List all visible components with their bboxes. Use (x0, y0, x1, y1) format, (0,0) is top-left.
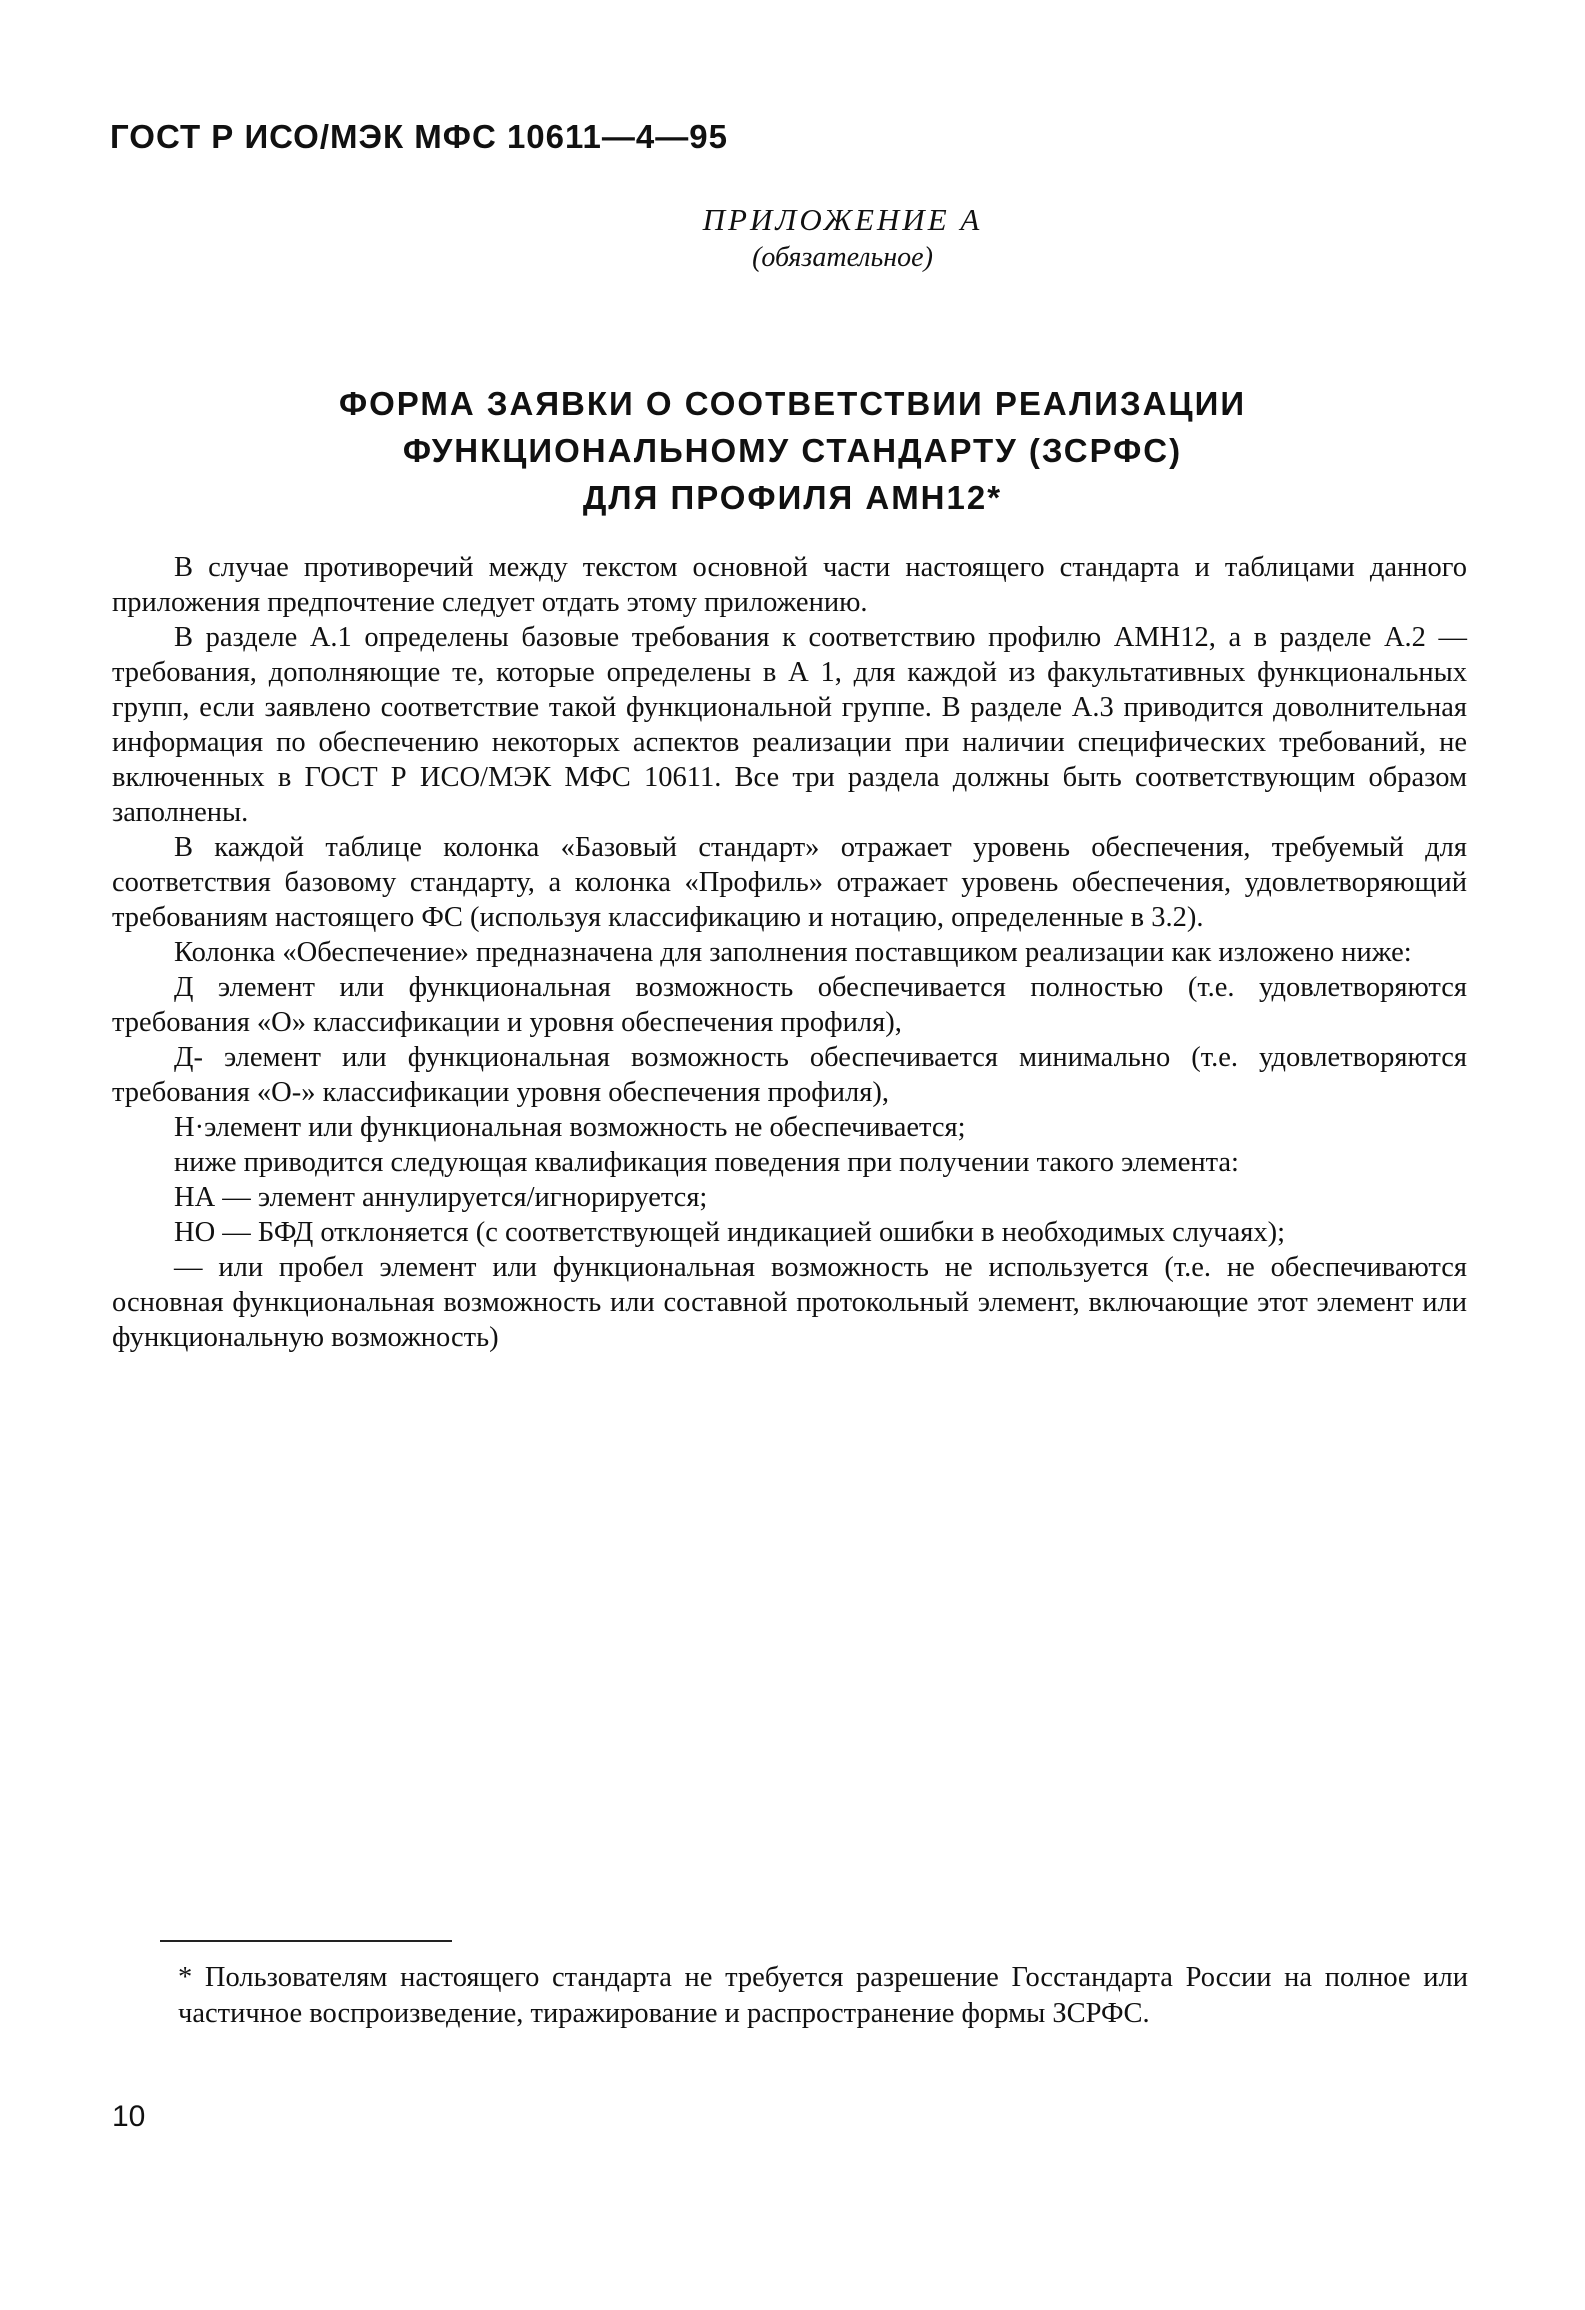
appendix-heading (0, 200, 1585, 276)
paragraph-ignored: НА — элемент аннулируется/игнорируется; (174, 1182, 708, 1213)
paragraph-not-supported: Н·элемент или функциональная возможность не обеспечивается; (174, 1112, 966, 1143)
title-line-3: ДЛЯ ПРОФИЛЯ АМН12* (582, 479, 1003, 516)
footnote: * Пользователям настоящего стандарта не требуется разрешение Госстандарта России на полное или частичное воспроизведение, тиражирование и распространение формы ЗСРФС. (178, 1962, 1468, 2029)
paragraph-not-used: — или пробел элемент или функциональная возможность не используется (т.е. не обеспечиваются основная функциональная возможность или составной протокольный элемент, включающие этот элемент или функциональную возможность) (112, 1252, 1467, 1353)
paragraph-qualification: ниже приводится следующая квалификация поведения при получении такого элемента: (174, 1147, 1239, 1178)
appendix-title: ПРИЛОЖЕНИЕ А (702, 202, 983, 237)
body-text (112, 550, 1467, 1355)
paragraph-columns: В каждой таблице колонка «Базовый стандарт» отражает уровень обеспечения, требуемый для соответствия базовому стандарту, а колонка «Профиль» отражает уровень обеспечения, удовлетворяющий требованиям настоящего ФС (используя классификацию и нотацию, определенные в 3.2). (112, 832, 1467, 933)
paragraph-sections: В разделе А.1 определены базовые требования к соответствию профилю АМН12, а в разделе А.2 — требования, дополняющие те, которые определены в А 1, для каждой из факультативных функциональных групп, если заявлено соответствие такой функциональной группе. В разделе А.3 приводится доволнительная информация по обеспечению некоторых аспектов реализации при наличии специфических требований, не включенных в ГОСТ Р ИСО/МЭК МФС 10611. Все три раздела должны быть соответствующим образом заполнены. (112, 622, 1467, 828)
document-header: ГОСТ Р ИСО/МЭК МФС 10611—4—95 (110, 118, 728, 155)
paragraph-support-column: Колонка «Обеспечение» предназначена для заполнения поставщиком реализации как изложено ниже: (174, 937, 1412, 968)
title-line-2: ФУНКЦИОНАЛЬНОМУ СТАНДАРТУ (ЗСРФС) (402, 432, 1183, 469)
paragraph-rejected: НО — БФД отклоняется (с соответствующей индикацией ошибки в необходимых случаях); (174, 1217, 1286, 1248)
paragraph-precedence: В случае противоречий между текстом основной части настоящего стандарта и таблицами данного приложения предпочтение следует отдать этому приложению. (112, 552, 1467, 618)
title-line-1: ФОРМА ЗАЯВКИ О СООТВЕТСТВИИ РЕАЛИЗАЦИИ (338, 385, 1247, 422)
paragraph-minimal-support: Д- элемент или функциональная возможность обеспечивается минимально (т.е. удовлетворяются требования «О-» классификации уровня обеспечения профиля), (112, 1042, 1467, 1108)
paragraph-full-support: Д элемент или функциональная возможность обеспечивается полностью (т.е. удовлетворяются требования «О» классификации и уровня обеспечения профиля), (112, 972, 1467, 1038)
document-title (0, 380, 1585, 521)
appendix-subtitle: (обязательное) (752, 242, 933, 273)
footnote-divider (160, 1940, 452, 1942)
page-number: 10 (112, 2100, 146, 2133)
